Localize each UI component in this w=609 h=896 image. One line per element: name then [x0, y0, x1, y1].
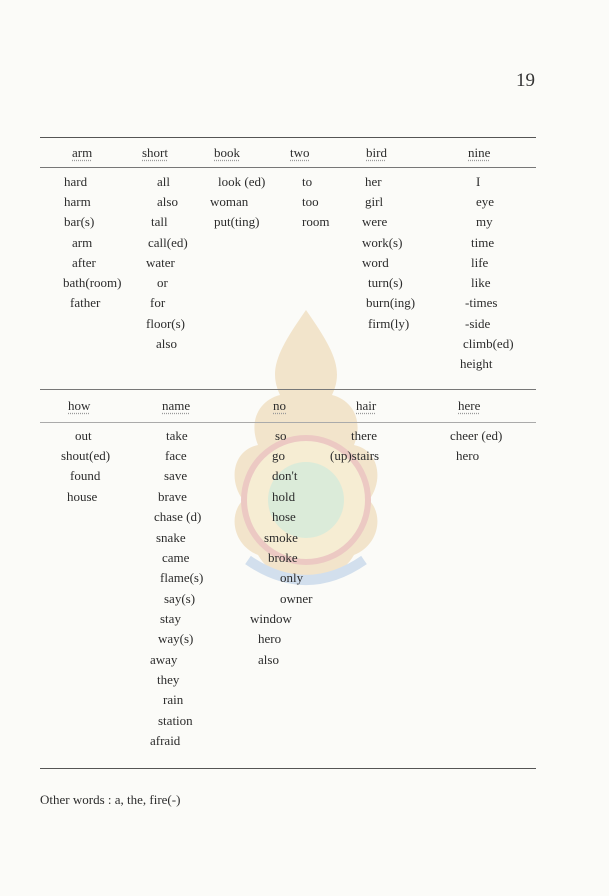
table2-header-how: how: [68, 398, 91, 413]
table2-word: stay: [160, 611, 181, 626]
table2-word: came: [162, 550, 190, 565]
table1-word: father: [70, 295, 101, 310]
table2-header-hair: hair: [356, 398, 377, 413]
table1-word: put(ting): [214, 214, 260, 229]
table2-word: afraid: [150, 733, 181, 748]
table1-header-nine: nine: [468, 145, 491, 160]
table1-word: turn(s): [368, 275, 403, 290]
table2-word: also: [258, 652, 279, 667]
table2-bottom-rule: [40, 768, 536, 769]
table1-word: bath(room): [63, 275, 122, 290]
table2-word: go: [272, 448, 285, 463]
table2-word: flame(s): [160, 570, 204, 585]
table1-word: to: [302, 174, 313, 189]
table1-header-book: book: [214, 145, 240, 160]
table2-word: so: [275, 428, 287, 443]
table1-word: tall: [151, 214, 168, 229]
table2-word: snake: [156, 530, 186, 545]
table2-word: only: [280, 570, 304, 585]
table1-header-bird: bird: [366, 145, 387, 160]
table1-word: girl: [365, 194, 384, 209]
table1-word: for: [150, 295, 166, 310]
table1-word: eye: [476, 194, 495, 209]
table1-word: her: [365, 174, 382, 189]
table1-word: work(s): [362, 235, 403, 250]
table2-word: (up)stairs: [330, 448, 380, 463]
table2-word: say(s): [164, 591, 196, 606]
table2-word: there: [351, 428, 377, 443]
table2-word: hero: [258, 631, 282, 646]
table1-word: call(ed): [148, 235, 188, 250]
table2-word: out: [75, 428, 92, 443]
table1-word: hard: [64, 174, 88, 189]
table1-word: word: [362, 255, 389, 270]
table1-top-rule: [40, 137, 536, 138]
table2-header-rule: [40, 422, 536, 423]
table1-word: woman: [210, 194, 249, 209]
table2-word: shout(ed): [61, 448, 111, 463]
table1-header-rule: [40, 167, 536, 168]
table2-word: station: [158, 713, 193, 728]
table1-word: life: [471, 255, 489, 270]
table2-word: way(s): [158, 631, 194, 646]
table2-word: rain: [163, 692, 184, 707]
table1-word: also: [157, 194, 178, 209]
table2-word: found: [70, 468, 101, 483]
table2-header-here: here: [458, 398, 481, 413]
table1-word: arm: [72, 235, 93, 250]
table1-word: look (ed): [218, 174, 266, 189]
table2-word: chase (d): [154, 509, 202, 524]
table1-word: also: [156, 336, 177, 351]
table2-word: save: [164, 468, 188, 483]
table1-word: -times: [465, 295, 498, 310]
table2-word: hero: [456, 448, 480, 463]
table2-word: house: [67, 489, 98, 504]
table1-header-arm: arm: [72, 145, 93, 160]
table2-word: window: [250, 611, 292, 626]
table2-word: smoke: [264, 530, 298, 545]
table1-word: or: [157, 275, 168, 290]
table1-word: too: [302, 194, 319, 209]
table2-word: don't: [272, 468, 298, 483]
table1-word: climb(ed): [463, 336, 514, 351]
table1-word: room: [302, 214, 330, 229]
table1-word: after: [72, 255, 96, 270]
other-words-note: Other words : a, the, fire(-): [40, 792, 181, 807]
table1-word: firm(ly): [368, 316, 410, 331]
table1-header-two: two: [290, 145, 310, 160]
table2-word: hose: [272, 509, 296, 524]
table2-word: broke: [268, 550, 298, 565]
table1-word: time: [471, 235, 495, 250]
table2-header-name: name: [162, 398, 191, 413]
table1-word: all: [157, 174, 170, 189]
table1-header-short: short: [142, 145, 168, 160]
table2-word: away: [150, 652, 178, 667]
table1-word: I: [476, 174, 481, 189]
table2-word: hold: [272, 489, 296, 504]
table1-word: floor(s): [146, 316, 185, 331]
table2-word: cheer (ed): [450, 428, 503, 443]
table2-top-rule: [40, 389, 536, 390]
table1-word: water: [146, 255, 175, 270]
table2-word: face: [165, 448, 187, 463]
table1-word: burn(ing): [366, 295, 416, 310]
table1-word: like: [471, 275, 491, 290]
table1-word: my: [476, 214, 493, 229]
table2-header-no: no: [273, 398, 286, 413]
table1-word: were: [362, 214, 388, 229]
table1-word: height: [460, 356, 493, 371]
page-number: 19: [516, 70, 535, 91]
table1-word: -side: [465, 316, 491, 331]
table2-word: owner: [280, 591, 313, 606]
table2-word: they: [157, 672, 180, 687]
table2-word: brave: [158, 489, 187, 504]
table1-word: harm: [64, 194, 91, 209]
table1-word: bar(s): [64, 214, 95, 229]
table2-word: take: [166, 428, 188, 443]
